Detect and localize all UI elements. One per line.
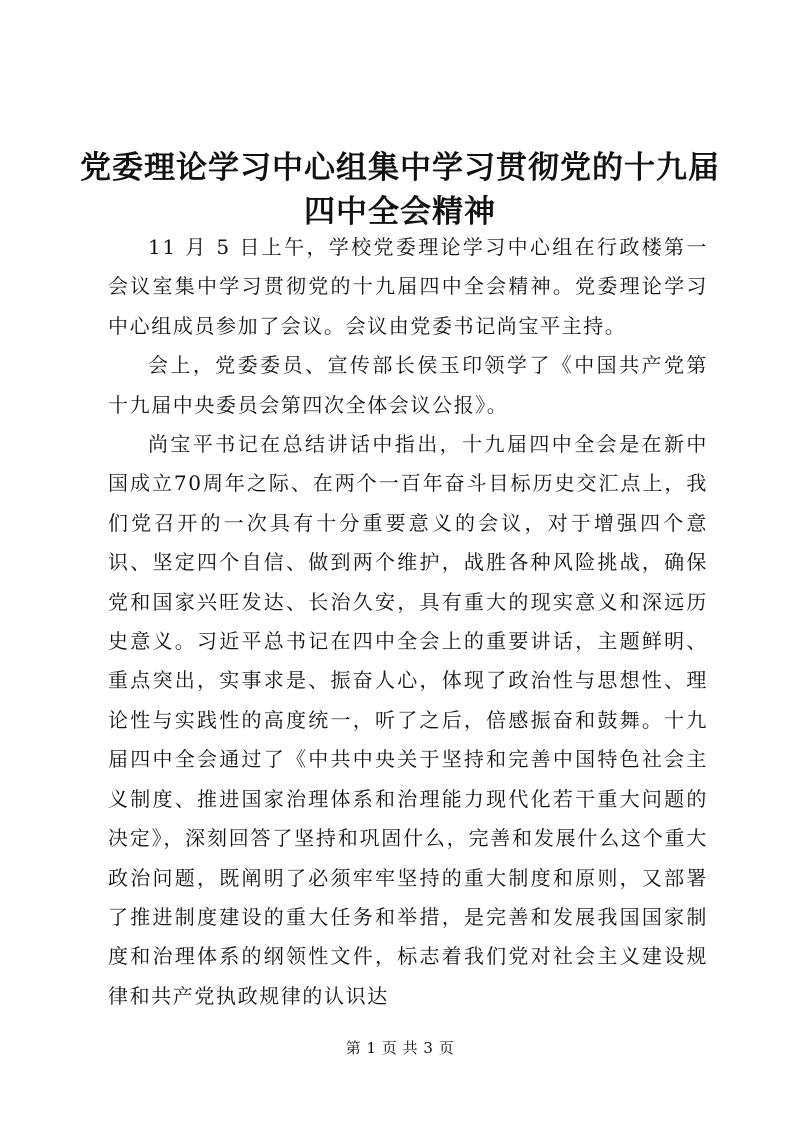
document-body [108, 228, 708, 1016]
document-title [80, 146, 720, 234]
paragraph-3: 尚宝平书记在总结讲话中指出，十九届四中全会是在新中国成立70周年之际、在两个一百年奋斗目标历史交汇点上，我们党召开的一次具有十分重要意义的会议，对于增强四个意识、坚定四个自信、做到两个维护，战胜各种风险挑战，确保党和国家兴旺发达、长治久安，具有重大的现实意义和深远历史意义。习近平总书记在四中全会上的重要讲话，主题鲜明、重点突出，实事求是、振奋人心，体现了政治性与思想性、理论性与实践性的高度统一，听了之后，倍感振奋和鼓舞。十九届四中全会通过了《中共中央关于坚持和完善中国特色社会主义制度、推进国家治理体系和治理能力现代化若干重大问题的决定》，深刻回答了坚持和巩固什么，完善和发展什么这个重大政治问题，既阐明了必须牢牢坚持的重大制度和原则，又部署了推进制度建设的重大任务和举措，是完善和发展我国国家制度和治理体系的纲领性文件，标志着我们党对社会主义建设规律和共产党执政规律的认识达 [108, 432, 708, 1008]
page-footer [0, 1038, 800, 1058]
title-line-1: 党委理论学习中心组集中学习贯彻党的十九届 [80, 150, 720, 186]
title-line-2: 四中全会精神 [304, 194, 496, 230]
page-number-label: 第 1 页 共 3 页 [345, 1039, 455, 1057]
paragraph-2: 会上，党委委员、宣传部长侯玉印领学了《中国共产党第十九届中央委员会第四次全体会议公报》。 [108, 353, 708, 417]
paragraph-1: 11 月 5 日上午，学校党委理论学习中心组在行政楼第一会议室集中学习贯彻党的十九届四中全会精神。党委理论学习中心组成员参加了会议。会议由党委书记尚宝平主持。 [108, 235, 708, 338]
